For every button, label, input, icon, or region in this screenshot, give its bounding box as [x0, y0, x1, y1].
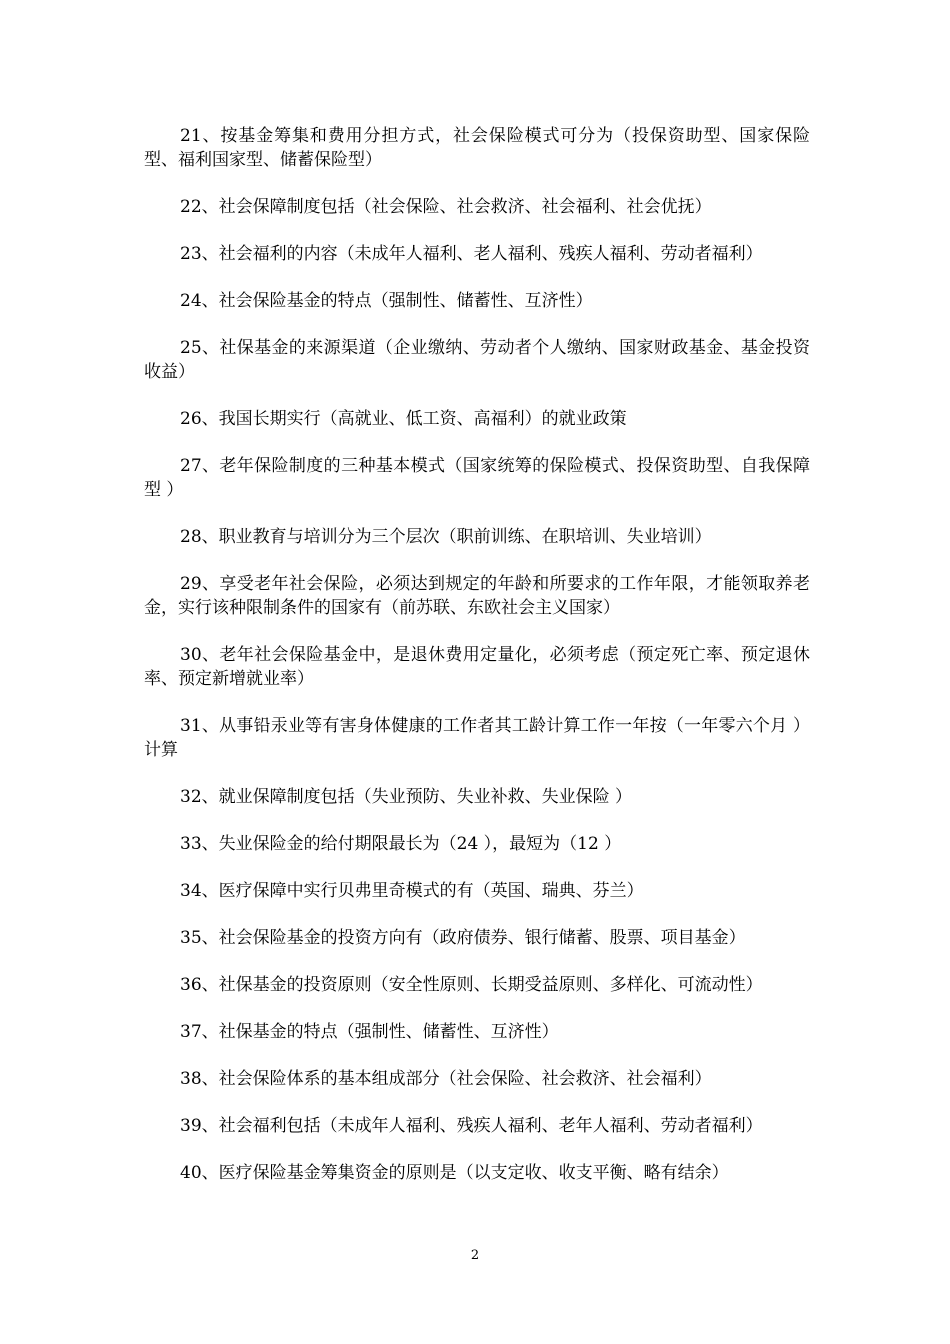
question-item-21: 21、按基金筹集和费用分担方式，社会保险模式可分为（投保资助型、国家保险型、福利国家型、储蓄保险型） — [144, 126, 810, 170]
question-item-38: 38、社会保险体系的基本组成部分（社会保险、社会救济、社会福利） — [180, 1069, 712, 1089]
question-item-26: 26、我国长期实行（高就业、低工资、高福利）的就业政策 — [180, 409, 627, 429]
question-item-22: 22、社会保障制度包括（社会保险、社会救济、社会福利、社会优抚） — [180, 197, 712, 217]
question-list — [144, 124, 810, 1208]
question-item-23: 23、社会福利的内容（未成年人福利、老人福利、残疾人福利、劳动者福利） — [180, 244, 763, 264]
question-item-30: 30、老年社会保险基金中，是退休费用定量化，必须考虑（预定死亡率、预定退休率、预定新增就业率） — [144, 645, 810, 689]
question-item-24: 24、社会保险基金的特点（强制性、储蓄性、互济性） — [180, 291, 593, 311]
question-item-36: 36、社保基金的投资原则（安全性原则、长期受益原则、多样化、可流动性） — [180, 975, 763, 995]
question-item-37: 37、社保基金的特点（强制性、储蓄性、互济性） — [180, 1022, 559, 1042]
question-item-28: 28、职业教育与培训分为三个层次（职前训练、在职培训、失业培训） — [180, 527, 712, 547]
question-item-29: 29、享受老年社会保险，必须达到规定的年龄和所要求的工作年限，才能领取养老金，实行该种限制条件的国家有（前苏联、东欧社会主义国家） — [144, 574, 810, 618]
page-number: 2 — [470, 1248, 480, 1263]
question-item-35: 35、社会保险基金的投资方向有（政府债券、银行储蓄、股票、项目基金） — [180, 928, 746, 948]
question-item-40: 40、医疗保险基金筹集资金的原则是（以支定收、收支平衡、略有结余） — [180, 1163, 729, 1183]
question-item-27: 27、老年保险制度的三种基本模式（国家统筹的保险模式、投保资助型、自我保障型 ） — [144, 456, 810, 500]
question-item-32: 32、就业保障制度包括（失业预防、失业补救、失业保险 ） — [180, 787, 633, 807]
question-item-33: 33、失业保险金的给付期限最长为（24 ），最短为（12 ） — [180, 834, 622, 854]
question-item-39: 39、社会福利包括（未成年人福利、残疾人福利、老年人福利、劳动者福利） — [180, 1116, 763, 1136]
question-item-31: 31、从事铅汞业等有害身体健康的工作者其工龄计算工作一年按（一年零六个月 ）计算 — [144, 716, 810, 760]
question-item-34: 34、医疗保障中实行贝弗里奇模式的有（英国、瑞典、芬兰） — [180, 881, 644, 901]
question-item-25: 25、社保基金的来源渠道（企业缴纳、劳动者个人缴纳、国家财政基金、基金投资收益） — [144, 338, 810, 382]
